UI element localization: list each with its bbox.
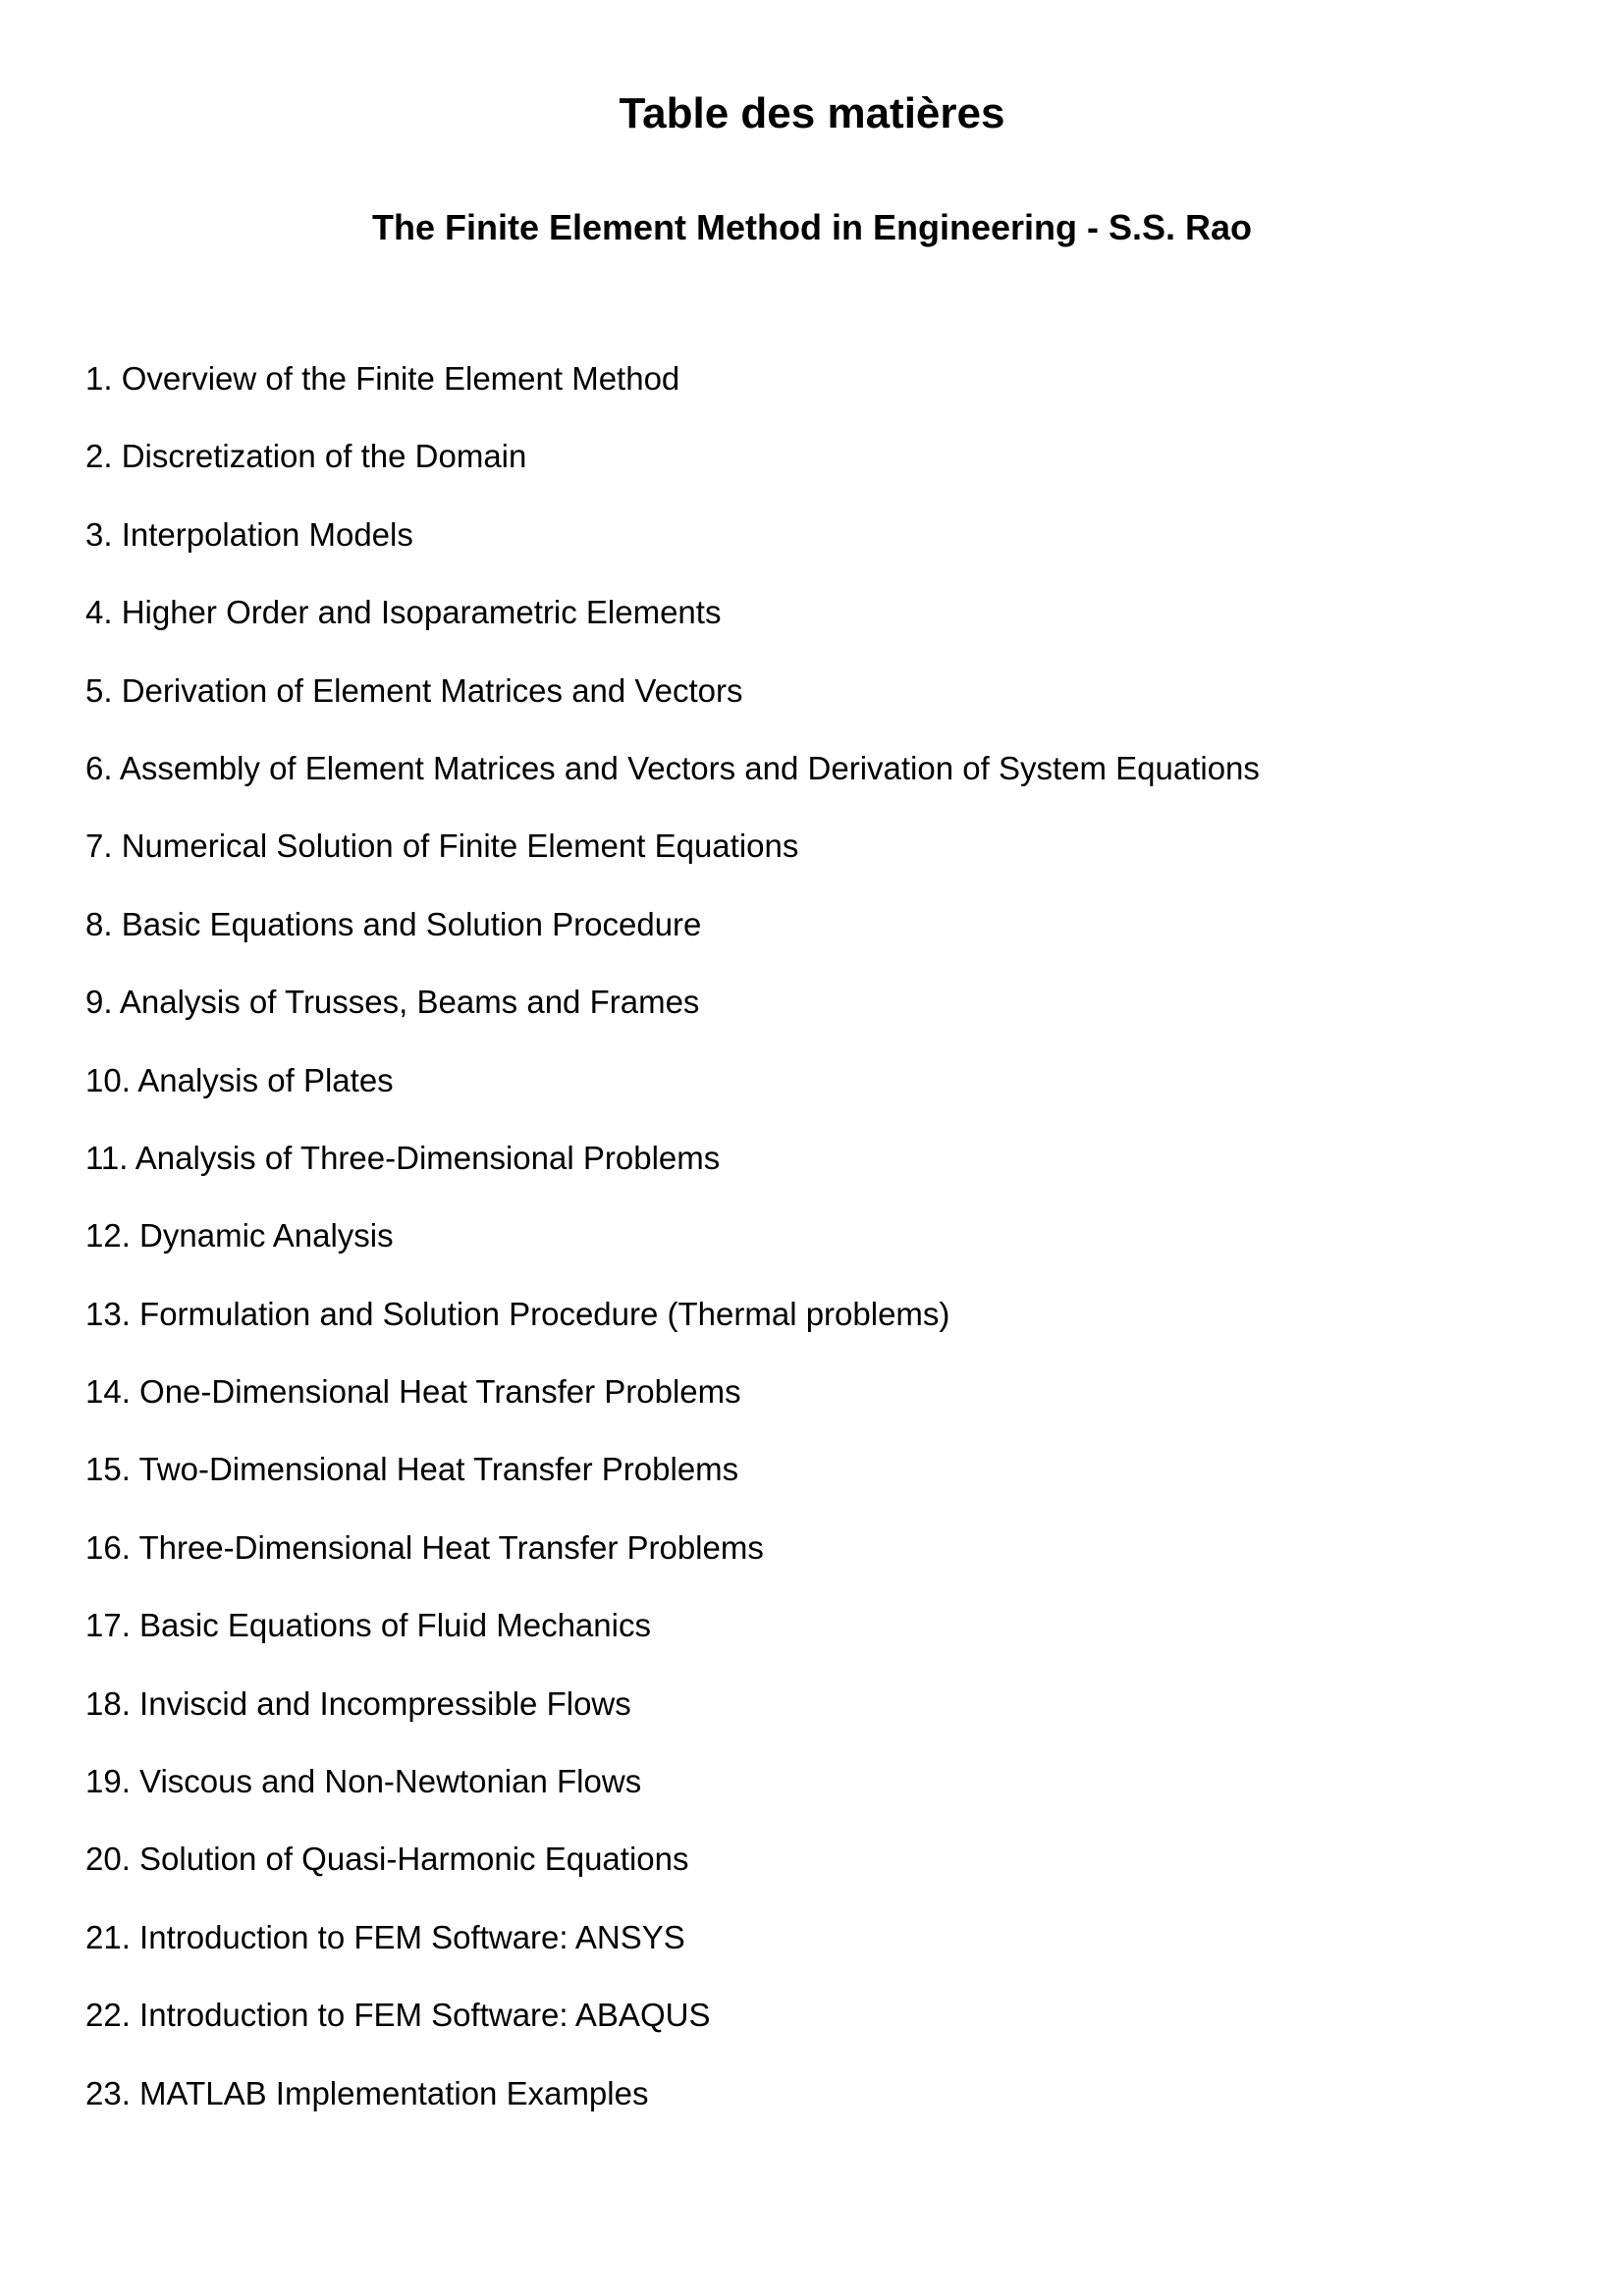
toc-entry: 3. Interpolation Models	[85, 515, 413, 553]
toc-entry: 22. Introduction to FEM Software: ABAQUS	[85, 1997, 711, 2034]
toc-entry: 8. Basic Equations and Solution Procedure	[85, 905, 702, 942]
toc-entry: 15. Two-Dimensional Heat Transfer Problems	[85, 1451, 739, 1488]
toc-entry: 21. Introduction to FEM Software: ANSYS	[85, 1918, 685, 1955]
toc-entry: 11. Analysis of Three-Dimensional Problems	[85, 1139, 721, 1176]
toc-entry: 6. Assembly of Element Matrices and Vectors and Derivation of System Equations	[85, 749, 1260, 786]
toc-entry: 7. Numerical Solution of Finite Element Equations	[85, 828, 799, 865]
book-title: The Finite Element Method in Engineering - S.S. Rao	[371, 207, 1253, 247]
toc-entry: 5. Derivation of Element Matrices and Vectors	[85, 671, 743, 709]
toc-entry: 1. Overview of the Finite Element Method	[85, 360, 680, 397]
toc-entry: 10. Analysis of Plates	[85, 1061, 394, 1098]
toc-entry: 12. Dynamic Analysis	[85, 1217, 394, 1255]
toc-entry: 17. Basic Equations of Fluid Mechanics	[85, 1607, 651, 1644]
toc-entry: 13. Formulation and Solution Procedure (Thermal problems)	[85, 1295, 950, 1332]
table-of-contents	[85, 359, 1260, 2152]
toc-entry: 14. One-Dimensional Heat Transfer Problems	[85, 1373, 741, 1411]
toc-entry: 19. Viscous and Non-Newtonian Flows	[85, 1763, 642, 1800]
toc-entry: 2. Discretization of the Domain	[85, 438, 527, 475]
toc-entry: 18. Inviscid and Incompressible Flows	[85, 1684, 631, 1722]
toc-entry: 20. Solution of Quasi-Harmonic Equations	[85, 1841, 689, 1878]
toc-entry: 23. MATLAB Implementation Examples	[85, 2074, 649, 2111]
toc-entry: 4. Higher Order and Isoparametric Elements	[85, 594, 722, 631]
toc-entry: 9. Analysis of Trusses, Beams and Frames	[85, 984, 700, 1021]
page-title: Table des matières	[619, 89, 1005, 137]
toc-entry: 16. Three-Dimensional Heat Transfer Problems	[85, 1528, 764, 1566]
